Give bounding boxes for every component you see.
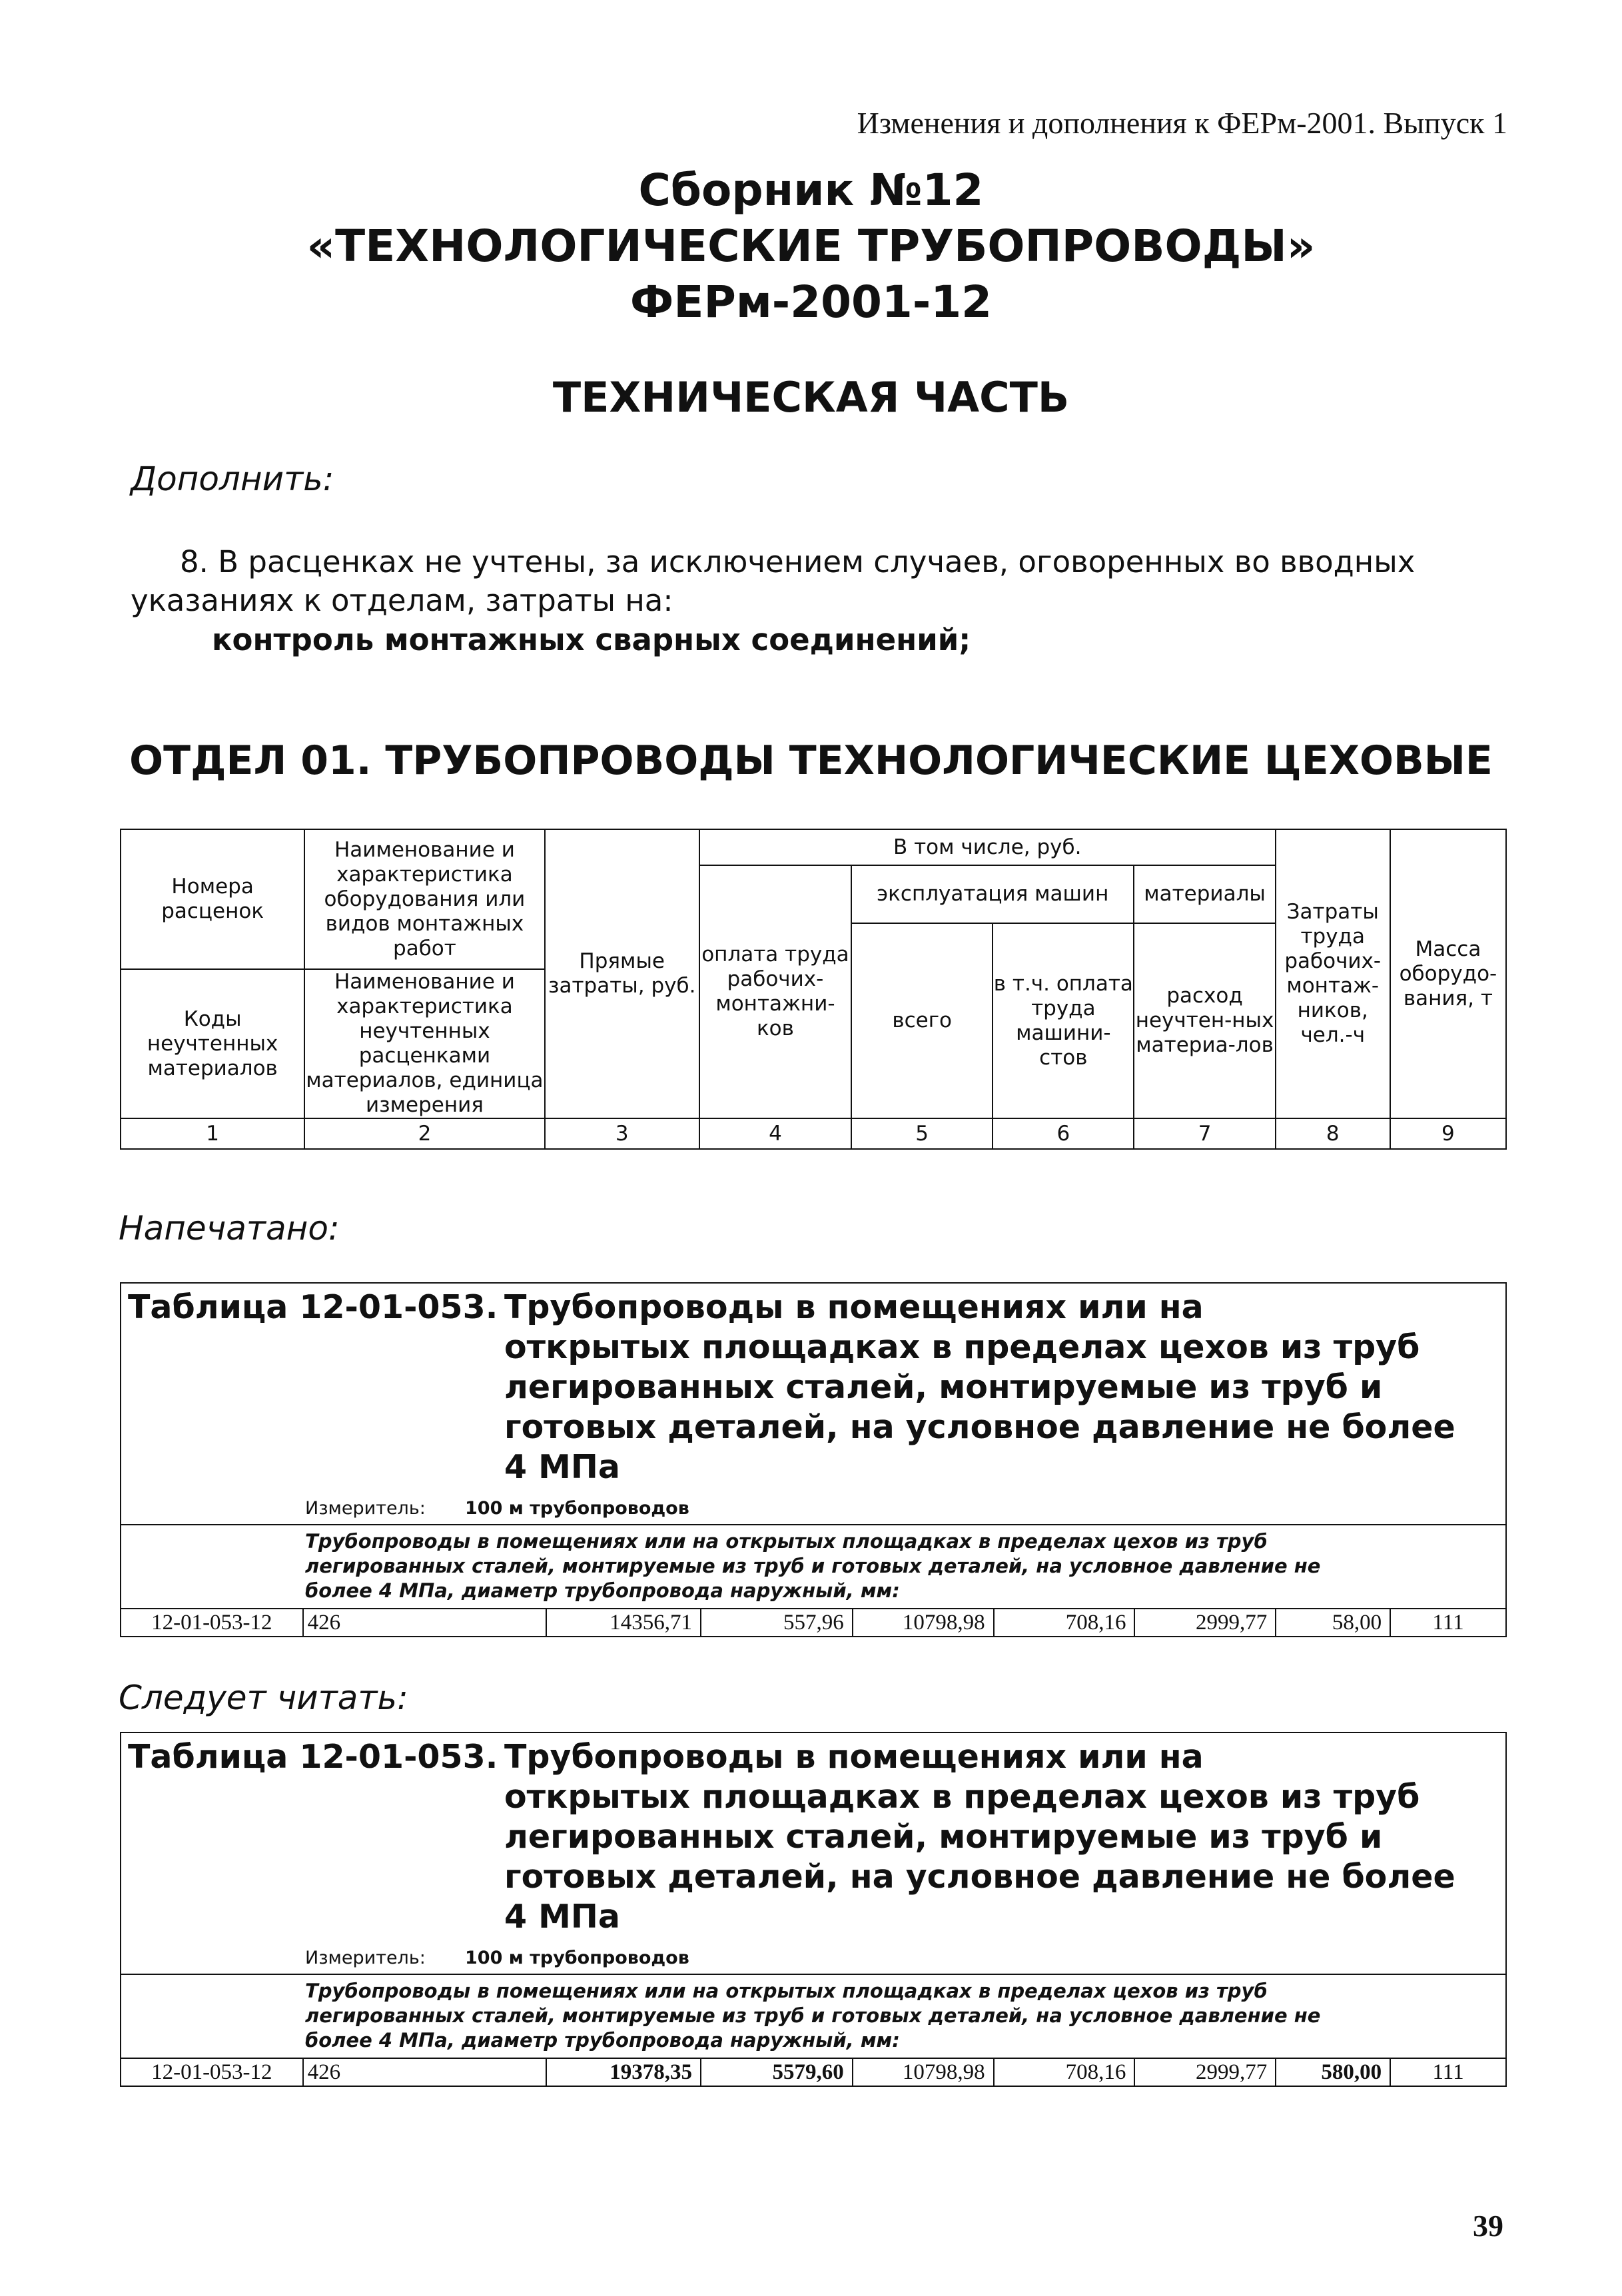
col-number: 1 <box>121 1118 304 1149</box>
printed-meter-label: Измеритель: <box>305 1498 426 1519</box>
diameter: 426 <box>303 1609 546 1637</box>
header-cell-materials: материалы <box>1134 865 1275 923</box>
printed-table-code: Таблица 12-01-053. <box>128 1288 498 1326</box>
column-header-table <box>120 829 1507 1150</box>
rate-code: 12-01-053-12 <box>121 1609 303 1637</box>
header-cell-mass: Масса оборудо-вания, т <box>1390 829 1506 1118</box>
col-number: 7 <box>1134 1118 1275 1149</box>
header-cell-machines: эксплуатация машин <box>851 865 1134 923</box>
operator-wages: 708,16 <box>994 2058 1135 2086</box>
paragraph-line-2: указаниях к отделам, затраты на: <box>131 583 673 618</box>
col-number: 2 <box>304 1118 544 1149</box>
col-number: 4 <box>699 1118 851 1149</box>
corrected-meter-label: Измеритель: <box>305 1948 426 1968</box>
header-cell-wages: оплата труда рабочих-монтажни-ков <box>699 865 851 1118</box>
labor-hours: 580,00 <box>1276 2058 1390 2086</box>
header-cell-material-codes: Коды неучтенных материалов <box>121 969 304 1118</box>
header-cell-direct-costs: Прямые затраты, руб. <box>545 829 699 1118</box>
printed-desc-line: Трубопроводы в помещениях или на открытых площадках в пределах цехов из труб <box>305 1530 1268 1553</box>
printed-label: Напечатано: <box>119 1209 340 1248</box>
corrected-title-line: Трубопроводы в помещениях или на <box>504 1738 1204 1776</box>
printed-table-box <box>120 1282 1507 1525</box>
printed-meter-value: 100 м трубопроводов <box>465 1498 689 1519</box>
printed-data-row <box>120 1608 1507 1637</box>
corrected-desc-line: легированных сталей, монтируемые из труб и готовых деталей, на условное давление не <box>305 2004 1321 2027</box>
mass: 111 <box>1390 1609 1506 1637</box>
diameter: 426 <box>303 2058 546 2086</box>
header-cell-material-use: расход неучтен-ных материа-лов <box>1134 923 1275 1118</box>
corrected-desc-line: Трубопроводы в помещениях или на открытых площадках в пределах цехов из труб <box>305 1980 1268 2002</box>
printed-title-line: открытых площадках в пределах цехов из труб <box>504 1328 1420 1366</box>
rate-code: 12-01-053-12 <box>121 2058 303 2086</box>
corrected-desc-line: более 4 МПа, диаметр трубопровода наружный, мм: <box>305 2029 900 2052</box>
collection-code: ФЕРм-2001-12 <box>629 276 993 328</box>
corrected-title-line: открытых площадках в пределах цехов из труб <box>504 1778 1420 1816</box>
machines-total: 10798,98 <box>853 1609 994 1637</box>
mass: 111 <box>1390 2058 1506 2086</box>
printed-title-line: легированных сталей, монтируемые из труб и <box>504 1368 1383 1406</box>
col-number: 8 <box>1276 1118 1390 1149</box>
printed-desc-line: более 4 МПа, диаметр трубопровода наружный, мм: <box>305 1579 900 1602</box>
printed-desc-line: легированных сталей, монтируемые из труб и готовых деталей, на условное давление не <box>305 1555 1321 1577</box>
col-number: 3 <box>545 1118 699 1149</box>
machines-total: 10798,98 <box>853 2058 994 2086</box>
printed-title-line: 4 МПа <box>504 1448 620 1486</box>
labor-hours: 58,00 <box>1276 1609 1390 1637</box>
materials: 2999,77 <box>1134 1609 1276 1637</box>
printed-title-line: Трубопроводы в помещениях или на <box>504 1288 1204 1326</box>
header-cell-labor: Затраты труда рабочих-монтаж-ников, чел.-ч <box>1276 829 1390 1118</box>
running-header: Изменения и дополнения к ФЕРм-2001. Выпуск 1 <box>857 106 1507 140</box>
corrected-table-box <box>120 1732 1507 1975</box>
printed-desc-box <box>120 1524 1507 1609</box>
worker-wages: 557,96 <box>701 1609 853 1637</box>
header-cell-operator-wages: в т.ч. оплата труда машини-стов <box>993 923 1134 1118</box>
direct-costs: 19378,35 <box>546 2058 701 2086</box>
header-cell-material-name: Наименование и характеристика неучтенных расценками материалов, единица измерения <box>304 969 544 1118</box>
printed-title-line: готовых деталей, на условное давление не более <box>504 1408 1455 1446</box>
add-label: Дополнить: <box>131 460 334 498</box>
operator-wages: 708,16 <box>994 1609 1135 1637</box>
section-heading: ОТДЕЛ 01. ТРУБОПРОВОДЫ ТЕХНОЛОГИЧЕСКИЕ ЦЕХОВЫЕ <box>129 737 1493 784</box>
corrected-data-row <box>120 2058 1507 2087</box>
page-number: 39 <box>1473 2209 1503 2243</box>
header-cell-rate-numbers: Номера расценок <box>121 829 304 969</box>
paragraph-bold: контроль монтажных сварных соединений; <box>212 622 971 657</box>
worker-wages: 5579,60 <box>701 2058 853 2086</box>
header-cell-including: В том числе, руб. <box>699 829 1276 865</box>
header-cell-work-name: Наименование и характеристика оборудования или видов монтажных работ <box>304 829 544 969</box>
col-number: 9 <box>1390 1118 1506 1149</box>
corrected-title-line: легированных сталей, монтируемые из труб и <box>504 1818 1383 1856</box>
col-number: 6 <box>993 1118 1134 1149</box>
corrected-label: Следует читать: <box>119 1679 408 1717</box>
corrected-meter-value: 100 м трубопроводов <box>465 1948 689 1968</box>
tech-part-heading: ТЕХНИЧЕСКАЯ ЧАСТЬ <box>552 373 1070 422</box>
col-number: 5 <box>851 1118 993 1149</box>
collection-title: Сборник №12 <box>638 165 984 216</box>
corrected-title-line: 4 МПа <box>504 1898 620 1936</box>
direct-costs: 14356,71 <box>546 1609 701 1637</box>
materials: 2999,77 <box>1134 2058 1276 2086</box>
corrected-table-code: Таблица 12-01-053. <box>128 1738 498 1776</box>
corrected-desc-box <box>120 1974 1507 2059</box>
collection-subtitle: «ТЕХНОЛОГИЧЕСКИЕ ТРУБОПРОВОДЫ» <box>306 220 1316 272</box>
paragraph-line-1: 8. В расценках не учтены, за исключением случаев, оговоренных во вводных <box>180 544 1416 579</box>
header-cell-total: всего <box>851 923 993 1118</box>
corrected-title-line: готовых деталей, на условное давление не более <box>504 1858 1455 1896</box>
